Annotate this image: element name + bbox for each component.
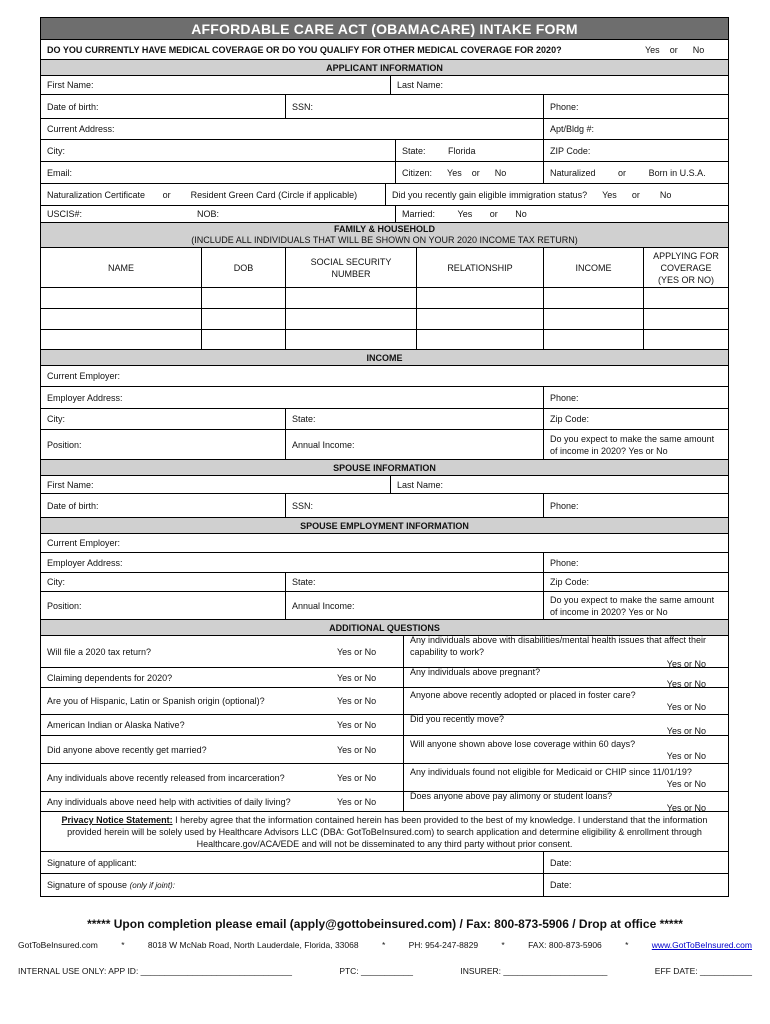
family-cell[interactable] xyxy=(285,330,286,349)
employer-field[interactable]: Current Employer: xyxy=(47,371,121,381)
income-expect-question[interactable]: Do you expect to make the same amount of income in 2020? Yes or No xyxy=(543,430,728,459)
address-field[interactable]: Current Address: xyxy=(47,124,115,134)
ssn-field[interactable]: SSN: xyxy=(285,95,543,118)
additional-header: ADDITIONAL QUESTIONS xyxy=(41,620,728,636)
dob-field[interactable]: Date of birth: xyxy=(47,101,99,112)
additional-question-row xyxy=(41,736,728,764)
spouse-state-field[interactable]: State: xyxy=(285,573,543,591)
additional-answer-left[interactable]: Yes or No xyxy=(337,696,377,706)
additional-answer-right[interactable]: Yes or No xyxy=(666,750,706,761)
family-cell[interactable] xyxy=(416,309,417,329)
income-address-row xyxy=(41,387,728,409)
spouse-annual-income-field[interactable]: Annual Income: xyxy=(285,592,543,619)
company-name: GotToBeInsured.com xyxy=(18,940,98,950)
family-column-headers xyxy=(41,248,728,288)
additional-question-right-text: Any individuals found not eligible for Medicaid or CHIP since 11/01/19? xyxy=(410,766,692,777)
city-field[interactable]: City: xyxy=(47,145,65,156)
additional-question-right-text: Did you recently move? xyxy=(410,715,505,724)
coverage-yes-no[interactable]: Yes or No xyxy=(645,44,705,55)
family-cell[interactable] xyxy=(643,309,644,329)
additional-answer-right[interactable]: Yes or No xyxy=(666,658,706,667)
col-dob: DOB xyxy=(201,248,285,287)
position-field[interactable]: Position: xyxy=(47,439,82,450)
spouse-employment-header: SPOUSE EMPLOYMENT INFORMATION xyxy=(41,518,728,534)
zip-field[interactable]: ZIP Code: xyxy=(543,140,728,161)
spouse-last-name-field[interactable]: Last Name: xyxy=(390,476,728,493)
internal-eff-date[interactable]: EFF DATE: ___________ xyxy=(654,966,752,976)
additional-question-left: American Indian or Alaska Native? xyxy=(47,720,185,730)
immigration-status-field[interactable]: Did you recently gain eligible immigration status? Yes or No xyxy=(385,184,728,205)
privacy-notice xyxy=(41,812,728,852)
additional-answer-left[interactable]: Yes or No xyxy=(337,772,377,783)
spouse-first-name-field[interactable]: First Name: xyxy=(47,479,94,490)
additional-question-right xyxy=(403,668,730,687)
internal-ptc[interactable]: PTC: ___________ xyxy=(339,966,414,976)
spouse-date-field[interactable]: Date: xyxy=(543,874,728,896)
family-cell[interactable] xyxy=(416,330,417,349)
employer-address-field[interactable]: Employer Address: xyxy=(47,392,123,403)
family-header xyxy=(41,223,728,248)
family-row[interactable] xyxy=(41,309,728,330)
spouse-position-field[interactable]: Position: xyxy=(47,600,82,611)
last-name-field[interactable]: Last Name: xyxy=(390,76,728,94)
additional-question-right-text: Does anyone above pay alimony or student loans? xyxy=(410,792,613,801)
website-link[interactable]: www.GotToBeInsured.com xyxy=(651,940,752,950)
spouse-zip-field[interactable]: Zip Code: xyxy=(543,573,728,591)
additional-answer-right[interactable]: Yes or No xyxy=(666,678,706,687)
additional-question-row xyxy=(41,636,728,668)
signature-applicant-row xyxy=(41,852,728,874)
additional-question-right xyxy=(403,792,730,811)
naturalized-field[interactable]: Naturalized or Born in U.S.A. xyxy=(543,162,728,183)
spouse-position-row xyxy=(41,592,728,620)
family-row[interactable] xyxy=(41,288,728,309)
family-cell[interactable] xyxy=(543,309,544,329)
additional-question-right-text: Anyone above recently adopted or placed in foster care? xyxy=(410,690,636,700)
income-header: INCOME xyxy=(41,350,728,366)
nob-field[interactable]: NOB: xyxy=(197,209,220,219)
company-address: 8018 W McNab Road, North Lauderdale, Florida, 33068 xyxy=(147,940,359,950)
additional-answer-right[interactable]: Yes or No xyxy=(666,802,706,811)
additional-question-row xyxy=(41,715,728,736)
spouse-employer-address-field[interactable]: Employer Address: xyxy=(47,557,123,568)
completion-instructions: ***** Upon completion please email (apply@gottobeinsured.com) / Fax: 800-873-5906 / Drop at office ***** xyxy=(87,917,683,931)
additional-question-right xyxy=(403,688,730,714)
first-name-field[interactable]: First Name: xyxy=(47,80,94,90)
spouse-header: SPOUSE INFORMATION xyxy=(41,460,728,476)
additional-answer-right[interactable]: Yes or No xyxy=(666,702,706,712)
spouse-phone-field[interactable]: Phone: xyxy=(543,494,728,517)
applicant-date-field[interactable]: Date: xyxy=(543,852,728,873)
applicant-city-row xyxy=(41,140,728,162)
employer-state-field[interactable]: State: xyxy=(285,409,543,429)
additional-answer-left[interactable]: Yes or No xyxy=(337,672,377,683)
family-cell[interactable] xyxy=(201,309,202,329)
spouse-employer-row xyxy=(41,534,728,553)
applicant-dob-row xyxy=(41,95,728,119)
additional-question-right-text: Any individuals above with disabilities/mental health issues that affect their capability to work? xyxy=(410,636,706,657)
additional-question-right xyxy=(403,636,730,667)
company-fax: FAX: 800-873-5906 xyxy=(528,940,602,950)
additional-question-left: Did anyone above recently get married? xyxy=(47,744,207,755)
applicant-uscis-row xyxy=(41,206,728,223)
spouse-name-row xyxy=(41,476,728,494)
uscis-field[interactable]: USCIS#: xyxy=(47,209,83,219)
spouse-city-row xyxy=(41,573,728,592)
married-field[interactable]: Married: Yes or No xyxy=(395,206,728,222)
additional-question-left: Any individuals above need help with activities of daily living? xyxy=(47,796,291,807)
email-field[interactable]: Email: xyxy=(47,167,73,178)
internal-use-line xyxy=(18,966,752,976)
additional-question-row xyxy=(41,792,728,812)
spouse-income-expect-question[interactable]: Do you expect to make the same amount of income in 2020? Yes or No xyxy=(543,592,728,619)
employer-zip-field[interactable]: Zip Code: xyxy=(543,409,728,429)
employer-city-field[interactable]: City: xyxy=(47,414,65,424)
col-relationship: RELATIONSHIP xyxy=(416,248,543,287)
additional-answer-left[interactable]: Yes or No xyxy=(337,744,377,755)
signature-spouse-row xyxy=(41,874,728,897)
family-cell[interactable] xyxy=(543,288,544,308)
applicant-signature-field[interactable]: Signature of applicant: xyxy=(47,857,137,868)
family-title: FAMILY & HOUSEHOLD xyxy=(333,224,435,234)
income-city-row xyxy=(41,409,728,430)
spouse-employer-address-row xyxy=(41,553,728,573)
spouse-employer-field[interactable]: Current Employer: xyxy=(47,538,121,548)
additional-question-right xyxy=(403,715,730,735)
additional-question-left: Any individuals above recently released from incarceration? xyxy=(47,772,285,783)
annual-income-field[interactable]: Annual Income: xyxy=(285,430,543,459)
additional-question-right-text: Will anyone shown above lose coverage within 60 days? xyxy=(410,738,636,749)
apt-field[interactable]: Apt/Bldg #: xyxy=(543,119,728,139)
family-cell[interactable] xyxy=(285,309,286,329)
spouse-signature-field[interactable]: Signature of spouse (only if joint): xyxy=(47,880,175,890)
family-cell[interactable] xyxy=(416,288,417,308)
coverage-question-row xyxy=(41,40,728,60)
income-employer-row xyxy=(41,366,728,387)
additional-question-left: Claiming dependents for 2020? xyxy=(47,672,173,683)
additional-question-left: Will file a 2020 tax return? xyxy=(47,646,152,657)
family-cell[interactable] xyxy=(285,288,286,308)
col-income: INCOME xyxy=(543,248,643,287)
citizen-field[interactable]: Citizen: Yes or No xyxy=(395,162,543,183)
form-title: AFFORDABLE CARE ACT (OBAMACARE) INTAKE FORM xyxy=(41,18,728,40)
internal-app-id[interactable]: INTERNAL USE ONLY: APP ID: ________________________________ xyxy=(18,966,292,976)
family-row[interactable] xyxy=(41,330,728,350)
applicant-header: APPLICANT INFORMATION xyxy=(41,60,728,76)
applicant-naturalization-row xyxy=(41,184,728,206)
additional-answer-left[interactable]: Yes or No xyxy=(337,796,377,807)
phone-field[interactable]: Phone: xyxy=(543,95,728,118)
coverage-question: DO YOU CURRENTLY HAVE MEDICAL COVERAGE OR DO YOU QUALIFY FOR OTHER MEDICAL COVERAGE FOR 2020? xyxy=(47,44,562,55)
family-cell[interactable] xyxy=(201,288,202,308)
spouse-dob-field[interactable]: Date of birth: xyxy=(47,500,99,511)
privacy-text: I hereby agree that the information contained herein has been provided to the best of my knowledge. I understand that the information provided herein will be solely used by Healthcare Advisors LLC (DBA: GotToBeInsured.com) to search application and determine eligibility & enrollment through Healthcare.gov/ACA/EDE and will not be disseminated to any third party without prior consent. xyxy=(67,815,708,849)
privacy-label: Privacy Notice Statement: xyxy=(61,815,173,825)
spouse-employer-phone-field[interactable]: Phone: xyxy=(543,553,728,572)
additional-question-right xyxy=(403,764,730,791)
applicant-address-row xyxy=(41,119,728,140)
company-info-line: GotToBeInsured.com * 8018 W McNab Road, North Lauderdale, Florida, 33068 * PH: 954-247-8829 * FAX: 800-873-5906 * www.GotToBeInsured.com xyxy=(18,940,752,950)
additional-question-row xyxy=(41,764,728,792)
spouse-city-field[interactable]: City: xyxy=(47,577,65,587)
family-subtitle: (INCLUDE ALL INDIVIDUALS THAT WILL BE SHOWN ON YOUR 2020 INCOME TAX RETURN) xyxy=(191,235,578,245)
additional-answer-left[interactable]: Yes or No xyxy=(337,720,377,730)
naturalization-field[interactable]: Naturalization Certificate or Resident Green Card (Circle if applicable) xyxy=(47,189,358,200)
additional-question-right-text: Any individuals above pregnant? xyxy=(410,668,541,677)
col-name: NAME xyxy=(107,262,134,273)
additional-answer-right[interactable]: Yes or No xyxy=(666,726,706,735)
additional-question-left: Are you of Hispanic, Latin or Spanish origin (optional)? xyxy=(47,696,265,706)
family-cell[interactable] xyxy=(643,330,644,349)
company-phone: PH: 954-247-8829 xyxy=(408,940,479,950)
additional-question-row xyxy=(41,688,728,715)
family-cell[interactable] xyxy=(201,330,202,349)
col-applying: APPLYING FOR COVERAGE (YES OR NO) xyxy=(643,248,728,287)
additional-answer-left[interactable]: Yes or No xyxy=(337,646,377,657)
spouse-dob-row xyxy=(41,494,728,518)
family-cell[interactable] xyxy=(543,330,544,349)
employer-phone-field[interactable]: Phone: xyxy=(543,387,728,408)
intake-form xyxy=(40,17,729,897)
state-field[interactable]: State: Florida xyxy=(395,140,543,161)
income-position-row xyxy=(41,430,728,460)
applicant-name-row xyxy=(41,76,728,95)
applicant-email-row xyxy=(41,162,728,184)
internal-insurer[interactable]: INSURER: ______________________ xyxy=(460,966,608,976)
additional-answer-right[interactable]: Yes or No xyxy=(666,778,706,789)
spouse-ssn-field[interactable]: SSN: xyxy=(285,494,543,517)
col-ssn: SOCIAL SECURITY NUMBER xyxy=(285,248,416,287)
additional-question-right xyxy=(403,736,730,763)
family-cell[interactable] xyxy=(643,288,644,308)
additional-question-row xyxy=(41,668,728,688)
